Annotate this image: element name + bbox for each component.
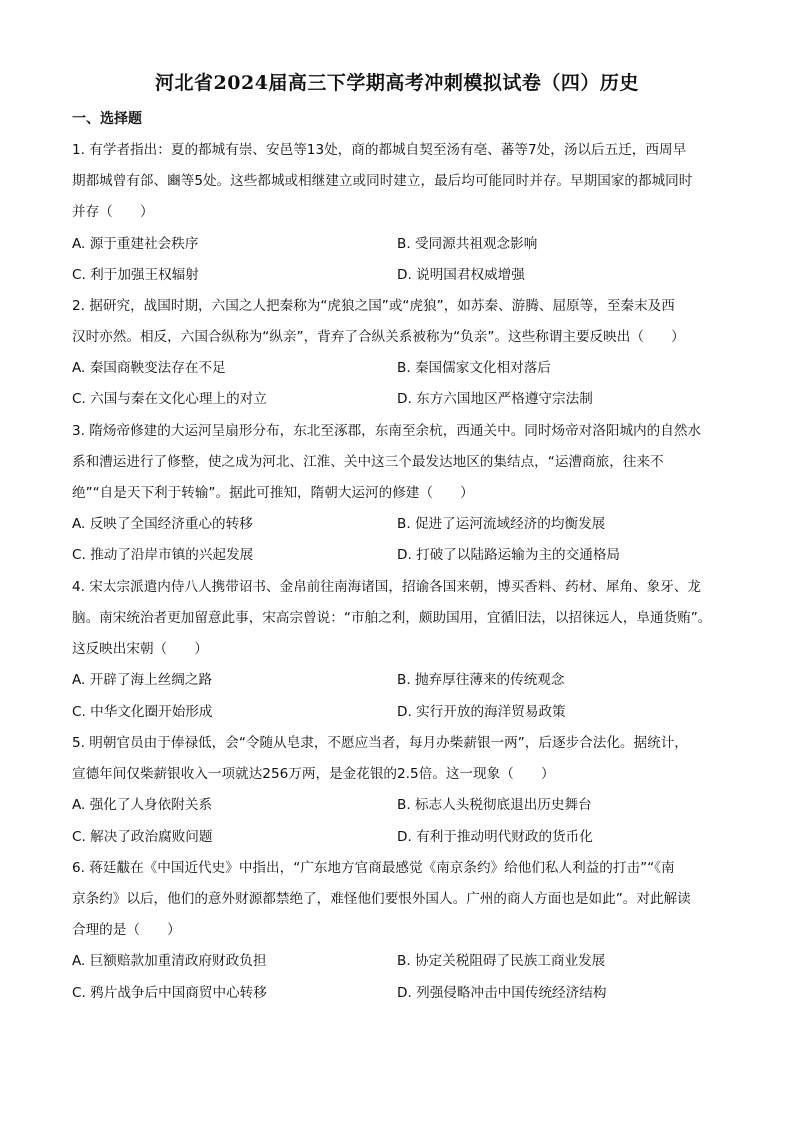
question-5-option-d: D. 有利于推动明代财政的货币化 [397,829,593,845]
question-3-option-b: B. 促进了运河流域经济的均衡发展 [397,516,606,532]
question-3-option-a: A. 反映了全国经济重心的转移 [72,516,253,532]
question-6-option-a: A. 巨额赔款加重清政府财政负担 [72,953,267,969]
question-3-option-d: D. 打破了以陆路运输为主的交通格局 [397,547,621,563]
question-5-line-1: 5. 明朝官员由于俸禄低，会“令随从皂隶，不愿应当者，每月办柴薪银一两”，后逐步合法化。据统计， [72,735,688,751]
question-4-option-d: D. 实行开放的海洋贸易政策 [397,704,566,720]
question-5-option-c: C. 解决了政治腐败问题 [72,829,213,845]
question-6-line-3: 合理的是（ ） [72,922,181,938]
question-1-line-1: 1. 有学者指出：夏的都城有崇、安邑等13处，商的都城自契至汤有亳、蕃等7处，汤以后五迁，西周早 [72,142,687,158]
question-4-option-b: B. 抛弃厚往薄来的传统观念 [397,672,565,688]
question-3-line-2: 系和漕运进行了修整，使之成为河北、江淮、关中这三个最发达地区的集结点，“运漕商旅，往来不 [72,454,664,470]
question-6-line-1: 6. 蒋廷黻在《中国近代史》中指出，“广东地方官商最感觉《南京条约》给他们私人利益的打击”“《南 [72,860,675,876]
question-5-option-b: B. 标志人头税彻底退出历史舞台 [397,797,592,813]
question-4-line-1: 4. 宋太宗派遣内侍八人携带诏书、金帛前往南海诸国，招谕各国来朝，博买香料、药材、犀角、象牙、龙 [72,579,702,595]
question-4-option-a: A. 开辟了海上丝绸之路 [72,672,213,688]
question-2-option-b: B. 秦国儒家文化相对落后 [397,360,551,376]
question-5-line-2: 宣德年间仅柴薪银收入一项就达256万两，是金花银的2.5倍。这一现象（ ） [72,766,555,782]
question-1-line-3: 并存（ ） [72,204,154,220]
question-5-option-a: A. 强化了人身依附关系 [72,797,213,813]
question-1-option-b: B. 受同源共祖观念影响 [397,236,538,252]
question-3-line-3: 绝”“自是天下利于转输”。据此可推知，隋朝大运河的修建（ ） [72,485,474,501]
page-title: 河北省2024届高三下学期高考冲刺模拟试卷（四）历史 [155,72,639,94]
question-1-option-c: C. 利于加强王权辐射 [72,267,199,283]
question-4-line-2: 脑。南宋统治者更加留意此事，宋高宗曾说：“市舶之利，颇助国用，宜循旧法，以招徕远人，阜通货贿”。 [72,610,712,626]
question-6-option-c: C. 鸦片战争后中国商贸中心转移 [72,985,267,1001]
question-6-option-b: B. 协定关税阻碍了民族工商业发展 [397,953,606,969]
question-1-option-d: D. 说明国君权威增强 [397,267,525,283]
question-1-line-2: 期都城曾有郃、豳等5处。这些都城或相继建立或同时建立，最后均可能同时并存。早期国家的都城同时 [72,173,693,189]
question-2-option-d: D. 东方六国地区严格遵守宗法制 [397,391,593,407]
question-6-option-d: D. 列强侵略冲击中国传统经济结构 [397,985,607,1001]
section-heading: 一、选择题 [72,111,142,127]
question-4-option-c: C. 中华文化圈开始形成 [72,704,213,720]
question-4-line-3: 这反映出宋朝（ ） [72,641,208,657]
question-3-option-c: C. 推动了沿岸市镇的兴起发展 [72,547,254,563]
question-2-option-c: C. 六国与秦在文化心理上的对立 [72,391,267,407]
question-3-line-1: 3. 隋炀帝修建的大运河呈扇形分布，东北至涿郡，东南至余杭，西通关中。同时炀帝对洛阳城内的自然水 [72,423,702,439]
question-2-line-2: 汉时亦然。相反，六国合纵称为“纵亲”，背弃了合纵关系被称为“负亲”。这些称谓主要反映出（ ） [72,329,685,345]
question-6-line-2: 京条约》以后，他们的意外财源都禁绝了，难怪他们要恨外国人。广州的商人方面也是如此”。对此解读 [72,891,691,907]
question-2-option-a: A. 秦国商鞅变法存在不足 [72,360,226,376]
question-1-option-a: A. 源于重建社会秩序 [72,236,199,252]
question-2-line-1: 2. 据研究，战国时期，六国之人把秦称为“虎狼之国”或“虎狼”，如苏秦、游腾、屈原等，至秦末及西 [72,298,675,314]
